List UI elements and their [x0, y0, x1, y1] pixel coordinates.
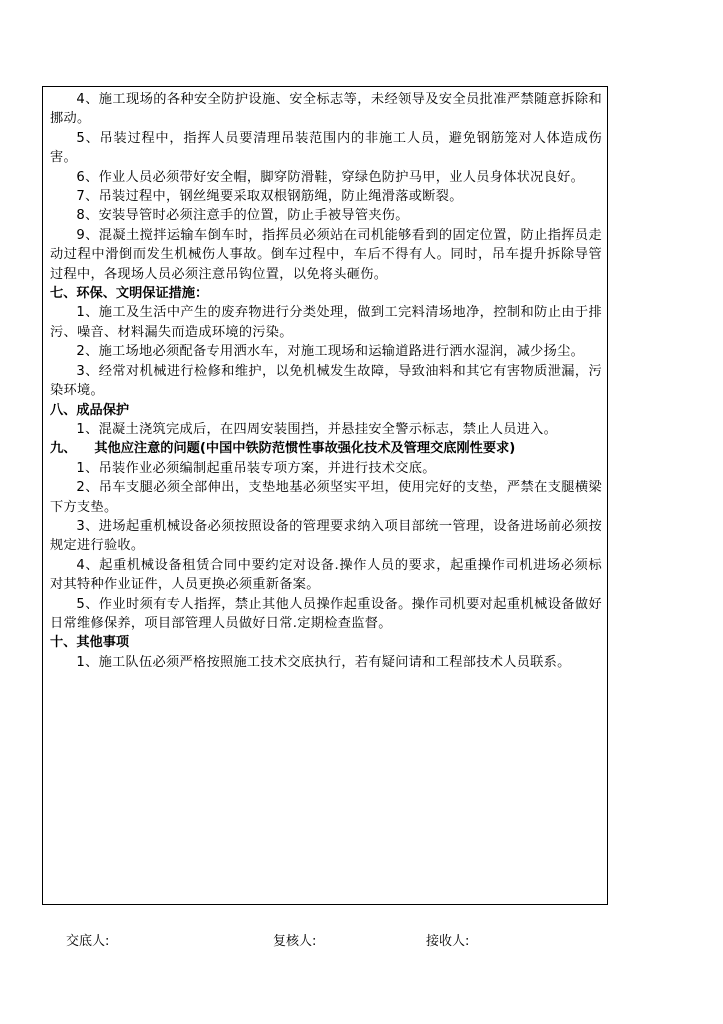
section-9-number: 九、 — [50, 441, 77, 457]
s9-item-3: 3、进场起重机械设备必须按照设备的管理要求纳入项目部统一管理，设备进场前必须按规定进行验收。 — [50, 518, 602, 554]
s9-item-4: 4、起重机械设备租赁合同中要约定对设备.操作人员的要求，起重操作司机进场必须标对其特种作业证件，人员更换必须重新备案。 — [50, 557, 602, 593]
s6-item-9: 9、混凝土搅拌运输车倒车时，指挥员必须站在司机能够看到的固定位置，防止指挥员走动过程中滑倒而发生机械伤人事故。倒车过程中，车后不得有人。同时，吊车提升拆除导管过程中，各现场人员必须注意吊钩位置，以免将头砸伤。 — [50, 227, 602, 282]
section-9-heading — [50, 439, 602, 458]
signature-row — [0, 932, 723, 952]
s7-item-1: 1、施工及生活中产生的废弃物进行分类处理，做到工完料清场地净，控制和防止由于排污、噪音、材料漏失而造成环境的污染。 — [50, 305, 602, 340]
s10-item-1: 1、施工队伍必须严格按照施工技术交底执行，若有疑问请和工程部技术人员联系。 — [76, 654, 571, 670]
submitter-label: 交底人: — [66, 934, 110, 949]
s6-item-6: 6、作业人员必须带好安全帽，脚穿防滑鞋，穿绿色防护马甲，业人员身体状况良好。 — [76, 169, 585, 185]
document-body — [50, 90, 602, 672]
s6-item-8: 8、安装导管时必须注意手的位置，防止手被导管夹伤。 — [76, 208, 409, 224]
s6-item-7: 7、吊装过程中，钢丝绳要采取双根钢筋绳，防止绳滑落或断裂。 — [76, 189, 463, 205]
section-8-heading: 八、成品保护 — [50, 402, 130, 418]
s7-item-3: 3、经常对机械进行检修和维护，以免机械发生故障，导致油料和其它有害物质泄漏，污染环境。 — [50, 363, 602, 399]
section-10-heading: 十、其他事项 — [50, 635, 130, 651]
receiver-label: 接收人: — [426, 934, 470, 949]
s7-item-2: 2、施工场地必须配备专用洒水车，对施工现场和运输道路进行洒水湿润，减少扬尘。 — [76, 344, 585, 360]
section-9-title: 其他应注意的问题(中国中铁防范惯性事故强化技术及管理交底刚性要求) — [94, 441, 516, 457]
reviewer-label: 复核人: — [273, 934, 317, 949]
s8-item-1: 1、混凝土浇筑完成后，在四周安装围挡，并悬挂安全警示标志，禁止人员进入。 — [76, 421, 558, 437]
s6-item-5: 5、吊装过程中，指挥人员要清理吊装范围内的非施工人员，避免钢筋笼对人体造成伤害。 — [50, 130, 602, 166]
s9-item-5: 5、作业时须有专人指挥，禁止其他人员操作起重设备。操作司机要对起重机械设备做好日常维修保养，项目部管理人员做好日常.定期检查监督。 — [50, 596, 602, 631]
s6-item-4: 4、施工现场的各种安全防护设施、安全标志等，未经领导及安全员批准严禁随意拆除和挪动。 — [50, 92, 602, 127]
section-7-heading: 七、环保、文明保证措施： — [50, 286, 209, 302]
s9-item-2: 2、吊车支腿必须全部伸出，支垫地基必须坚实平坦，使用完好的支垫，严禁在支腿横梁下方支垫。 — [50, 480, 602, 515]
s9-item-1: 1、吊装作业必须编制起重吊装专项方案，并进行技术交底。 — [76, 460, 436, 476]
